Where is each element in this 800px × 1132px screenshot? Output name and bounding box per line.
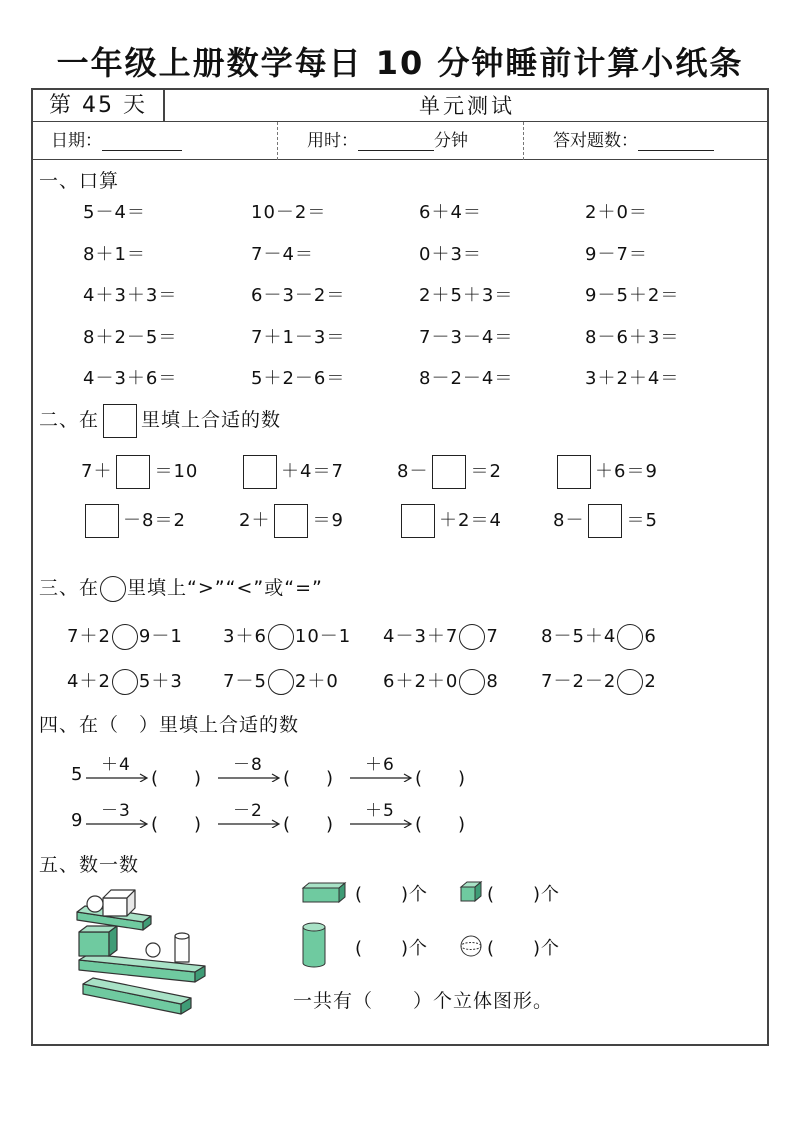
answer-paren[interactable]: ( ) — [415, 814, 466, 835]
chain-operator: ＋6 — [365, 755, 395, 775]
item-pre: 8－ — [553, 510, 585, 531]
compare-left: 7＋2 — [67, 626, 111, 647]
oral-calc-item: 6－3－2＝ — [251, 285, 346, 306]
compare-item — [67, 622, 183, 652]
chain-start: 9 — [71, 810, 84, 831]
oral-calc-item: 10－2＝ — [251, 202, 327, 223]
blank-circle — [100, 576, 126, 602]
answer-box[interactable] — [85, 504, 119, 538]
time-blank[interactable] — [358, 131, 434, 151]
answer-circle[interactable] — [617, 624, 643, 650]
compare-left: 4－3＋7 — [383, 626, 459, 647]
chain-start: 5 — [71, 764, 84, 785]
item-post: ＝5 — [626, 510, 658, 531]
compare-right: 5＋3 — [138, 671, 183, 692]
compare-right: 7 — [486, 626, 499, 647]
fill-box-item — [81, 503, 186, 539]
oral-calc-item: 8＋2－5＝ — [83, 326, 178, 348]
chain-arrow — [349, 772, 413, 782]
divider — [277, 122, 278, 160]
oral-calc-item: 4＋3＋3＝ — [83, 285, 178, 306]
page-title: 一年级上册数学每日 10 分钟睡前计算小纸条 — [56, 44, 744, 82]
item-post: ＋4＝7 — [281, 461, 344, 482]
day-label: 第 45 天 — [33, 90, 165, 122]
oral-calc-item: 7－4＝ — [251, 243, 314, 265]
answer-box[interactable] — [274, 504, 308, 538]
cuboid-icon — [301, 882, 349, 904]
answer-circle[interactable] — [617, 669, 643, 695]
correct-label: 答对题数： — [553, 131, 638, 151]
compare-right: 8 — [486, 671, 499, 692]
compare-left: 8－5＋4 — [541, 626, 617, 647]
time-label: 用时： — [307, 131, 358, 151]
chain-arrow — [85, 818, 149, 828]
compare-right: 6 — [644, 626, 657, 647]
compare-left: 3＋6 — [223, 626, 267, 647]
fill-box-item — [239, 454, 344, 490]
section2-heading-pre: 二、在 — [39, 409, 100, 431]
total-count-question: 一共有（ ）个立体图形。 — [293, 990, 554, 1012]
chain-arrow — [217, 818, 281, 828]
time-unit: 分钟 — [434, 131, 468, 151]
date-blank[interactable] — [102, 131, 182, 151]
chain-arrow — [217, 772, 281, 782]
compare-right: 2＋0 — [294, 671, 339, 692]
answer-box[interactable] — [588, 504, 622, 538]
chain-arrow — [85, 772, 149, 782]
header-row — [33, 90, 767, 122]
answer-paren[interactable]: ( ) — [283, 768, 334, 789]
answer-circle[interactable] — [112, 624, 138, 650]
oral-calc-item: 2＋5＋3＝ — [419, 285, 514, 306]
section3-heading-pre: 三、在 — [39, 577, 100, 599]
oral-calc-item: 5－4＝ — [83, 202, 146, 223]
section2-heading — [39, 400, 281, 440]
unit-title: 单元测试 — [419, 94, 515, 118]
oral-calc-item: 2＋0＝ — [585, 202, 648, 223]
fill-box-item — [397, 454, 502, 490]
answer-circle[interactable] — [268, 669, 294, 695]
date-label: 日期： — [51, 131, 102, 151]
cylinder-count: ( )个 — [355, 938, 429, 959]
oral-calc-item: 7－3－4＝ — [419, 326, 514, 348]
oral-calc-item: 8＋1＝ — [83, 243, 146, 265]
oral-calc-item: 6＋4＝ — [419, 202, 482, 223]
sphere-count: ( )个 — [487, 938, 561, 959]
fill-box-item — [239, 503, 344, 539]
item-post: ＋6＝9 — [595, 461, 658, 482]
item-pre: 8－ — [397, 461, 429, 482]
worksheet — [31, 88, 769, 1046]
answer-box[interactable] — [557, 455, 591, 489]
answer-box[interactable] — [401, 504, 435, 538]
item-post: ＝2 — [470, 461, 502, 482]
solid-shapes-illustration — [69, 886, 225, 1016]
answer-circle[interactable] — [459, 669, 485, 695]
section3-heading — [39, 570, 323, 606]
oral-calc-item: 9－7＝ — [585, 243, 648, 265]
answer-paren[interactable]: ( ) — [151, 814, 202, 835]
compare-item — [541, 667, 657, 697]
fill-box-item — [397, 503, 502, 539]
compare-item — [67, 667, 183, 697]
compare-left: 7－2－2 — [541, 671, 617, 692]
oral-calc-item: 9－5＋2＝ — [585, 285, 680, 306]
compare-right: 9－1 — [138, 626, 183, 647]
oral-calc-item: 8－2－4＝ — [419, 368, 514, 389]
oral-calc-item: 0＋3＝ — [419, 243, 482, 265]
oral-calc-item: 5＋2－6＝ — [251, 368, 346, 389]
item-post: ＝9 — [312, 510, 344, 531]
cube-icon — [459, 880, 483, 904]
blank-box — [103, 404, 137, 438]
cuboid-count: ( )个 — [355, 884, 429, 905]
section2-heading-post: 里填上合适的数 — [141, 409, 282, 431]
compare-item — [223, 622, 351, 652]
chain-operator: ＋4 — [101, 755, 131, 775]
answer-paren[interactable]: ( ) — [415, 768, 466, 789]
oral-calc-item: 4－3＋6＝ — [83, 368, 178, 389]
answer-box[interactable] — [432, 455, 466, 489]
compare-item — [383, 622, 499, 652]
info-row — [33, 122, 767, 160]
section5-heading: 五、数一数 — [39, 854, 140, 876]
answer-circle[interactable] — [459, 624, 485, 650]
chain-operator: －3 — [101, 801, 131, 821]
compare-left: 7－5 — [223, 671, 267, 692]
chain-operator: －2 — [233, 801, 263, 821]
answer-paren[interactable]: ( ) — [151, 768, 202, 789]
fill-box-item — [81, 454, 198, 490]
answer-box[interactable] — [243, 455, 277, 489]
compare-right: 2 — [644, 671, 657, 692]
compare-left: 4＋2 — [67, 671, 111, 692]
answer-circle[interactable] — [268, 624, 294, 650]
fill-box-item — [553, 503, 658, 539]
chain-operator: ＋5 — [365, 801, 395, 821]
item-post: ＋2＝4 — [439, 510, 502, 531]
compare-item — [541, 622, 657, 652]
correct-blank[interactable] — [638, 131, 714, 151]
section4-heading: 四、在（ ）里填上合适的数 — [39, 714, 300, 736]
fill-box-item — [553, 454, 658, 490]
oral-calc-item: 8－6＋3＝ — [585, 326, 680, 348]
section3-heading-post: 里填上“>”“<”或“=” — [127, 577, 323, 599]
item-post: ＝10 — [154, 461, 199, 482]
answer-paren[interactable]: ( ) — [283, 814, 334, 835]
compare-item — [223, 667, 339, 697]
oral-calc-item: 7＋1－3＝ — [251, 326, 346, 348]
oral-calc-item: 3＋2＋4＝ — [585, 368, 680, 389]
compare-right: 10－1 — [294, 626, 352, 647]
cylinder-icon — [301, 922, 327, 968]
answer-box[interactable] — [116, 455, 150, 489]
chain-arrow — [349, 818, 413, 828]
compare-item — [383, 667, 499, 697]
item-pre: 2＋ — [239, 510, 271, 531]
divider — [523, 122, 524, 160]
section1-heading: 一、口算 — [39, 170, 120, 192]
item-post: －8＝2 — [123, 510, 186, 531]
answer-circle[interactable] — [112, 669, 138, 695]
compare-left: 6＋2＋0 — [383, 671, 459, 692]
item-pre: 7＋ — [81, 461, 113, 482]
cube-count: ( )个 — [487, 884, 561, 905]
sphere-icon — [459, 934, 483, 958]
chain-operator: －8 — [233, 755, 263, 775]
